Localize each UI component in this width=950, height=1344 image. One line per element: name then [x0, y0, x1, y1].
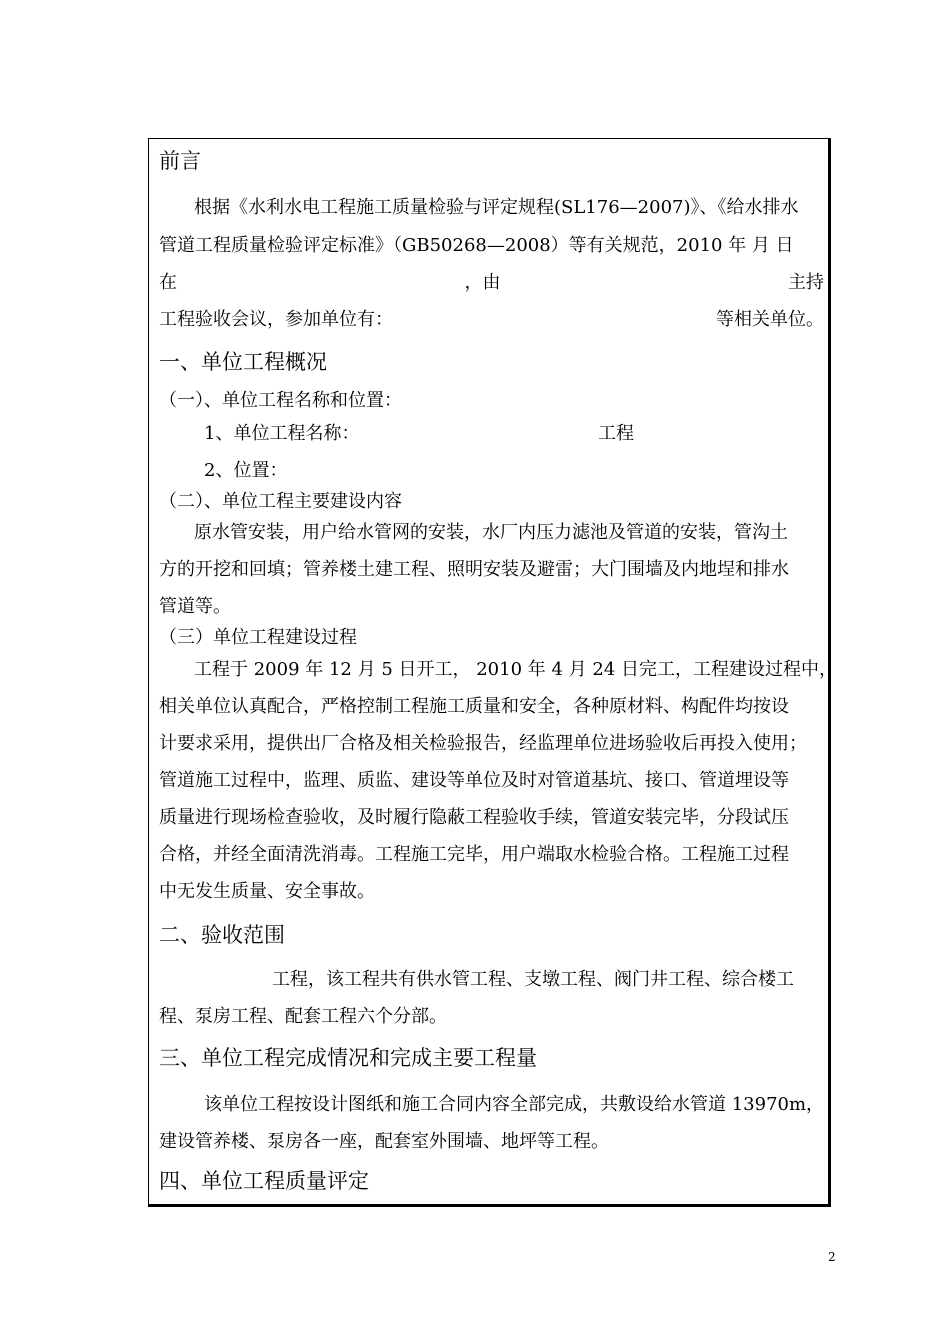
section-1-sub-3: （三）单位工程建设过程: [159, 627, 357, 648]
unit-name-value: 工程: [598, 423, 634, 444]
unit-name-label: 1、单位工程名称：: [204, 423, 360, 444]
construction-process-line-6: 合格，并经全面清洗消毒。工程施工完毕，用户端取水检验合格。工程施工过程: [159, 844, 789, 865]
section-1-sub-2: （二）、单位工程主要建设内容: [159, 491, 402, 512]
section-2-title: 二、验收范围: [159, 923, 285, 947]
completion-line-2: 建设管养楼、泵房各一座，配套室外围墙、地坪等工程。: [159, 1131, 609, 1152]
preface-paragraph-line-1: 根据《水利水电工程施工质量检验与评定规程(SL176—2007)》、《给水排水: [194, 197, 799, 218]
preface-at-text: 在: [159, 272, 177, 293]
preface-paragraph-line-2: 管道工程质量检验评定标准》（GB50268—2008）等有关规范，2010 年 月 日: [159, 235, 794, 256]
construction-process-line-4: 管道施工过程中，监理、质监、建设等单位及时对管道基坑、接口、管道埋设等: [159, 770, 789, 791]
preface-paragraph-line-3: [159, 271, 824, 295]
preface-host-text: 主持: [788, 272, 824, 293]
section-3-title: 三、单位工程完成情况和完成主要工程量: [159, 1046, 537, 1070]
preface-units-text: 等相关单位。: [716, 309, 824, 330]
preface-paragraph-line-4: [159, 308, 824, 332]
section-1-sub-1: （一）、单位工程名称和位置：: [159, 390, 402, 411]
acceptance-scope-line-1: 工程，该工程共有供水管工程、支墩工程、阀门井工程、综合楼工: [272, 969, 794, 990]
section-1-title: 一、单位工程概况: [159, 350, 327, 374]
preface-meeting-text: 工程验收会议，参加单位有：: [159, 309, 393, 330]
construction-content-line-2: 方的开挖和回填；管养楼土建工程、照明安装及避雷；大门围墙及内地埕和排水: [159, 559, 789, 580]
construction-process-line-7: 中无发生质量、安全事故。: [159, 881, 375, 902]
section-4-title: 四、单位工程质量评定: [159, 1169, 369, 1193]
page-number: 2: [828, 1250, 836, 1264]
construction-process-line-5: 质量进行现场检查验收，及时履行隐蔽工程验收手续，管道安装完毕，分段试压: [159, 807, 789, 828]
preface-by-text: ，由: [464, 272, 501, 293]
acceptance-scope-line-2: 程、泵房工程、配套工程六个分部。: [159, 1006, 447, 1027]
construction-content-line-3: 管道等。: [159, 596, 231, 617]
completion-line-1: 该单位工程按设计图纸和施工合同内容全部完成，共敷设给水管道 13970m，: [204, 1094, 825, 1115]
construction-process-line-3: 计要求采用，提供出厂合格及相关检验报告，经监理单位进场验收后再投入使用；: [159, 733, 807, 754]
preface-title: 前言: [159, 149, 201, 173]
construction-process-line-2: 相关单位认真配合，严格控制工程施工质量和安全，各种原材料、构配件均按设: [159, 696, 789, 717]
unit-location-label: 2、位置：: [204, 460, 288, 481]
construction-content-line-1: 原水管安装，用户给水管网的安装，水厂内压力滤池及管道的安装，管沟土: [194, 522, 788, 543]
construction-process-line-1: 工程于 2009 年 12 月 5 日开工， 2010 年 4 月 24 日完工，工程建设过程中，: [194, 659, 837, 680]
